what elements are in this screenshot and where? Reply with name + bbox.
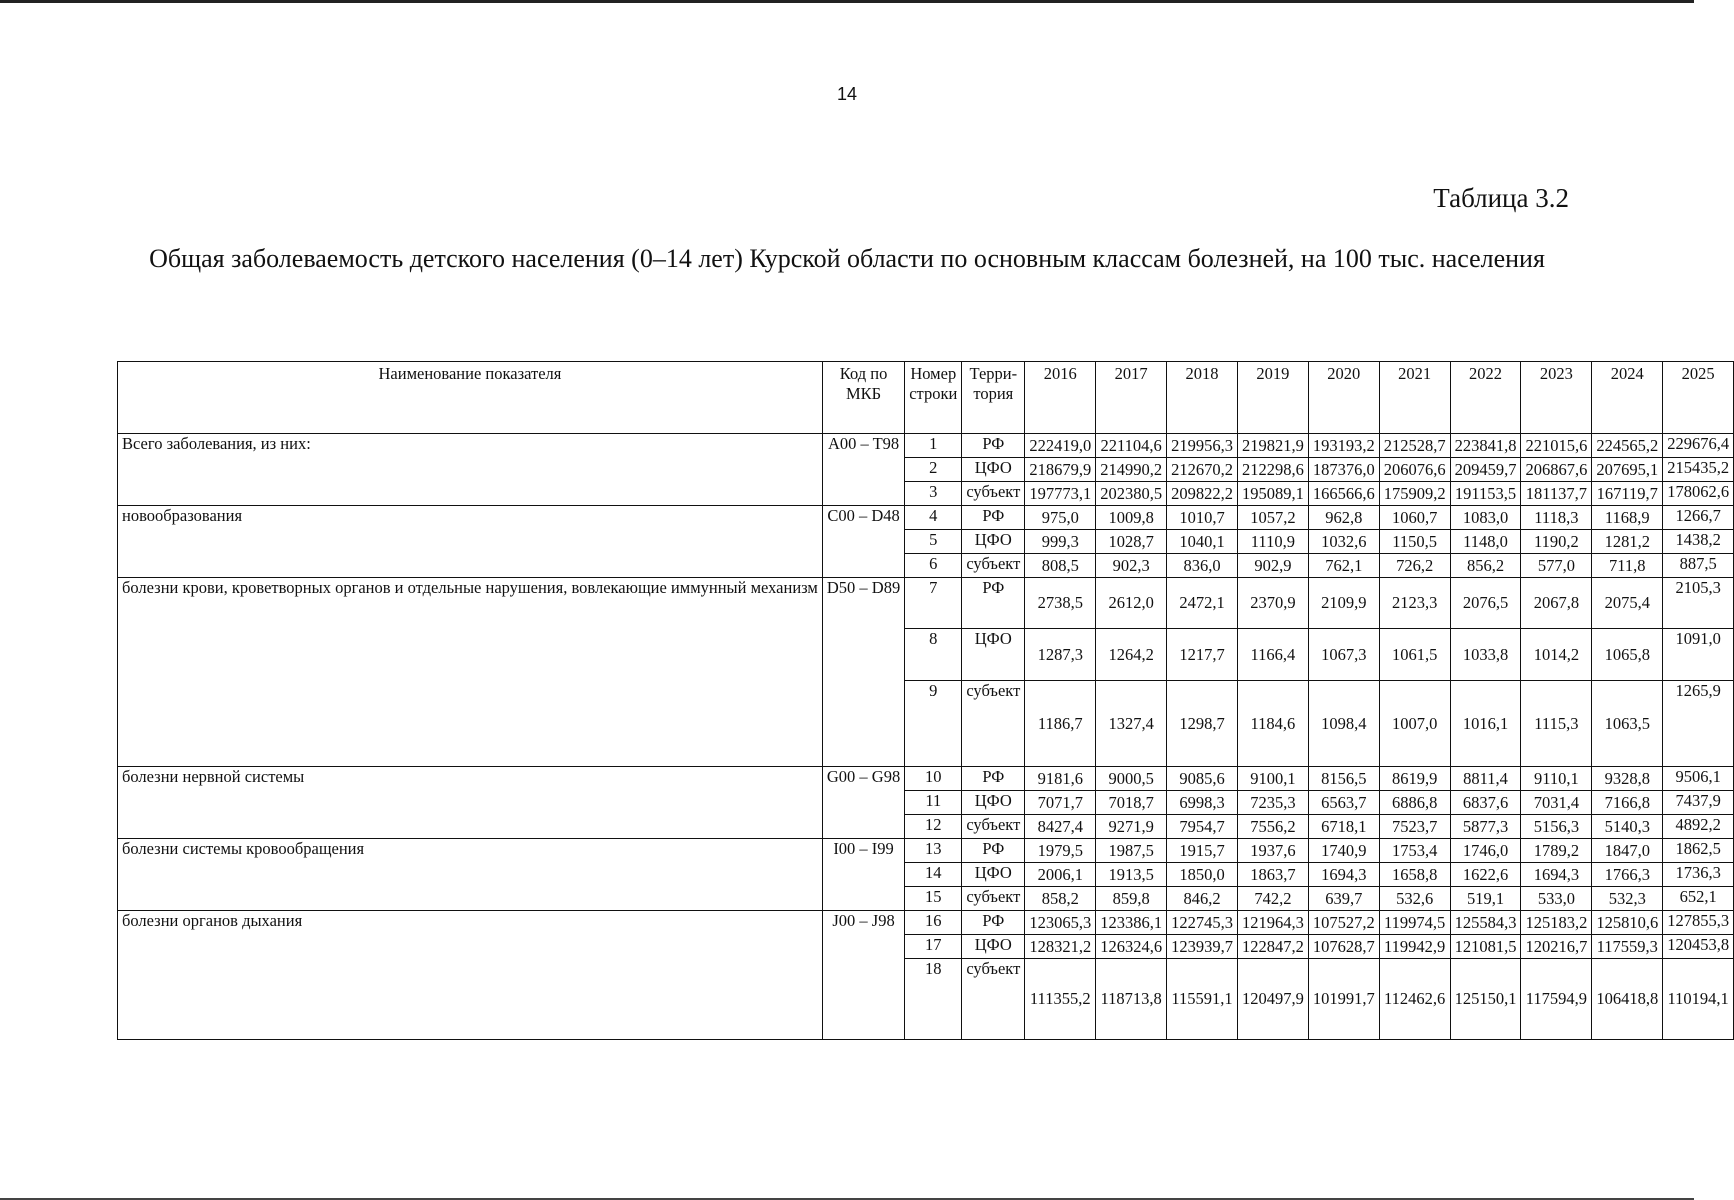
value-cell: 5877,3 (1450, 815, 1521, 839)
value-cell: 1028,7 (1096, 530, 1167, 554)
value-cell: 1091,0 (1663, 629, 1734, 681)
value-cell: 219956,3 (1167, 434, 1238, 458)
territory-cell: субъект (962, 887, 1025, 911)
row-number: 11 (905, 791, 962, 815)
territory-cell: ЦФО (962, 863, 1025, 887)
value-cell: 2612,0 (1096, 578, 1167, 629)
value-cell: 1753,4 (1379, 839, 1450, 863)
value-cell: 121081,5 (1450, 935, 1521, 959)
value-cell: 229676,4 (1663, 434, 1734, 458)
value-cell: 1057,2 (1237, 506, 1308, 530)
header-year: 2023 (1521, 362, 1592, 434)
value-cell: 212528,7 (1379, 434, 1450, 458)
value-cell: 123386,1 (1096, 911, 1167, 935)
value-cell: 178062,6 (1663, 482, 1734, 506)
value-cell: 6718,1 (1308, 815, 1379, 839)
value-cell: 902,3 (1096, 554, 1167, 578)
icd-code: A00 – T98 (822, 434, 904, 506)
value-cell: 1622,6 (1450, 863, 1521, 887)
territory-cell: РФ (962, 434, 1025, 458)
value-cell: 2075,4 (1592, 578, 1663, 629)
value-cell: 221104,6 (1096, 434, 1167, 458)
value-cell: 1913,5 (1096, 863, 1167, 887)
value-cell: 577,0 (1521, 554, 1592, 578)
territory-cell: субъект (962, 554, 1025, 578)
value-cell: 519,1 (1450, 887, 1521, 911)
value-cell: 122745,3 (1167, 911, 1238, 935)
territory-cell: ЦФО (962, 935, 1025, 959)
value-cell: 121964,3 (1237, 911, 1308, 935)
icd-code: C00 – D48 (822, 506, 904, 578)
value-cell: 1740,9 (1308, 839, 1379, 863)
row-number: 18 (905, 959, 962, 1040)
territory-cell: субъект (962, 482, 1025, 506)
icd-code: D50 – D89 (822, 578, 904, 767)
value-cell: 5156,3 (1521, 815, 1592, 839)
table-row (118, 434, 1734, 458)
value-cell: 2370,9 (1237, 578, 1308, 629)
table-row (118, 578, 1734, 629)
value-cell: 962,8 (1308, 506, 1379, 530)
value-cell: 1110,9 (1237, 530, 1308, 554)
value-cell: 1186,7 (1025, 681, 1096, 767)
value-cell: 1736,3 (1663, 863, 1734, 887)
row-number: 14 (905, 863, 962, 887)
indicator-name: Всего заболевания, из них: (118, 434, 823, 506)
header-year: 2025 (1663, 362, 1734, 434)
value-cell: 846,2 (1167, 887, 1238, 911)
row-number: 3 (905, 482, 962, 506)
value-cell: 1148,0 (1450, 530, 1521, 554)
value-cell: 126324,6 (1096, 935, 1167, 959)
header-year: 2017 (1096, 362, 1167, 434)
value-cell: 711,8 (1592, 554, 1663, 578)
value-cell: 218679,9 (1025, 458, 1096, 482)
value-cell: 1061,5 (1379, 629, 1450, 681)
value-cell: 7235,3 (1237, 791, 1308, 815)
value-cell: 119974,5 (1379, 911, 1450, 935)
page-number: 14 (836, 84, 858, 104)
value-cell: 8156,5 (1308, 767, 1379, 791)
indicator-name: болезни крови, кроветворных органов и отдельные нарушения, вовлекающие иммунный механизм (118, 578, 823, 767)
header-year: 2018 (1167, 362, 1238, 434)
value-cell: 8427,4 (1025, 815, 1096, 839)
row-number: 10 (905, 767, 962, 791)
value-cell: 1937,6 (1237, 839, 1308, 863)
value-cell: 9110,1 (1521, 767, 1592, 791)
value-cell: 202380,5 (1096, 482, 1167, 506)
value-cell: 7018,7 (1096, 791, 1167, 815)
value-cell: 975,0 (1025, 506, 1096, 530)
value-cell: 1190,2 (1521, 530, 1592, 554)
value-cell: 207695,1 (1592, 458, 1663, 482)
row-number: 8 (905, 629, 962, 681)
value-cell: 1184,6 (1237, 681, 1308, 767)
value-cell: 1863,7 (1237, 863, 1308, 887)
row-number: 9 (905, 681, 962, 767)
value-cell: 125810,6 (1592, 911, 1663, 935)
value-cell: 122847,2 (1237, 935, 1308, 959)
value-cell: 120453,8 (1663, 935, 1734, 959)
value-cell: 533,0 (1521, 887, 1592, 911)
top-border-line (0, 0, 1694, 3)
value-cell: 9328,8 (1592, 767, 1663, 791)
value-cell: 6998,3 (1167, 791, 1238, 815)
value-cell: 127855,3 (1663, 911, 1734, 935)
value-cell: 209822,2 (1167, 482, 1238, 506)
value-cell: 742,2 (1237, 887, 1308, 911)
icd-code: J00 – J98 (822, 911, 904, 1040)
value-cell: 1014,2 (1521, 629, 1592, 681)
value-cell: 221015,6 (1521, 434, 1592, 458)
territory-cell: субъект (962, 959, 1025, 1040)
value-cell: 115591,1 (1167, 959, 1238, 1040)
value-cell: 7071,7 (1025, 791, 1096, 815)
value-cell: 1438,2 (1663, 530, 1734, 554)
value-cell: 107527,2 (1308, 911, 1379, 935)
header-territory: Терри- тория (962, 362, 1025, 434)
value-cell: 2738,5 (1025, 578, 1096, 629)
value-cell: 7437,9 (1663, 791, 1734, 815)
value-cell: 123939,7 (1167, 935, 1238, 959)
indicator-name: болезни системы кровообращения (118, 839, 823, 911)
table-row (118, 767, 1734, 791)
indicator-name: болезни органов дыхания (118, 911, 823, 1040)
value-cell: 1033,8 (1450, 629, 1521, 681)
value-cell: 7166,8 (1592, 791, 1663, 815)
indicator-name: болезни нервной системы (118, 767, 823, 839)
value-cell: 112462,6 (1379, 959, 1450, 1040)
value-cell: 7954,7 (1167, 815, 1238, 839)
value-cell: 1264,2 (1096, 629, 1167, 681)
value-cell: 118713,8 (1096, 959, 1167, 1040)
value-cell: 1862,5 (1663, 839, 1734, 863)
value-cell: 7523,7 (1379, 815, 1450, 839)
value-cell: 2006,1 (1025, 863, 1096, 887)
value-cell: 223841,8 (1450, 434, 1521, 458)
header-year: 2016 (1025, 362, 1096, 434)
value-cell: 2472,1 (1167, 578, 1238, 629)
value-cell: 117594,9 (1521, 959, 1592, 1040)
value-cell: 1298,7 (1167, 681, 1238, 767)
value-cell: 1065,8 (1592, 629, 1663, 681)
value-cell: 4892,2 (1663, 815, 1734, 839)
row-number: 7 (905, 578, 962, 629)
value-cell: 212298,6 (1237, 458, 1308, 482)
header-year: 2024 (1592, 362, 1663, 434)
header-row (118, 362, 1734, 434)
value-cell: 1040,1 (1167, 530, 1238, 554)
value-cell: 101991,7 (1308, 959, 1379, 1040)
value-cell: 1016,1 (1450, 681, 1521, 767)
value-cell: 1168,9 (1592, 506, 1663, 530)
row-number: 2 (905, 458, 962, 482)
value-cell: 2123,3 (1379, 578, 1450, 629)
value-cell: 119942,9 (1379, 935, 1450, 959)
table-label: Таблица 3.2 (1433, 183, 1569, 213)
value-cell: 9085,6 (1167, 767, 1238, 791)
value-cell: 1010,7 (1167, 506, 1238, 530)
value-cell: 125183,2 (1521, 911, 1592, 935)
value-cell: 1217,7 (1167, 629, 1238, 681)
morbidity-table (117, 361, 1734, 1040)
value-cell: 9271,9 (1096, 815, 1167, 839)
territory-cell: ЦФО (962, 458, 1025, 482)
value-cell: 191153,5 (1450, 482, 1521, 506)
value-cell: 1987,5 (1096, 839, 1167, 863)
value-cell: 1694,3 (1308, 863, 1379, 887)
value-cell: 9000,5 (1096, 767, 1167, 791)
row-number: 15 (905, 887, 962, 911)
value-cell: 128321,2 (1025, 935, 1096, 959)
value-cell: 117559,3 (1592, 935, 1663, 959)
value-cell: 125150,1 (1450, 959, 1521, 1040)
value-cell: 1118,3 (1521, 506, 1592, 530)
value-cell: 106418,8 (1592, 959, 1663, 1040)
value-cell: 1060,7 (1379, 506, 1450, 530)
value-cell: 639,7 (1308, 887, 1379, 911)
value-cell: 187376,0 (1308, 458, 1379, 482)
value-cell: 1847,0 (1592, 839, 1663, 863)
value-cell: 120497,9 (1237, 959, 1308, 1040)
territory-cell: ЦФО (962, 629, 1025, 681)
value-cell: 215435,2 (1663, 458, 1734, 482)
table-body (118, 434, 1734, 1040)
value-cell: 1265,9 (1663, 681, 1734, 767)
value-cell: 836,0 (1167, 554, 1238, 578)
territory-cell: РФ (962, 578, 1025, 629)
value-cell: 214990,2 (1096, 458, 1167, 482)
value-cell: 7556,2 (1237, 815, 1308, 839)
value-cell: 1694,3 (1521, 863, 1592, 887)
value-cell: 110194,1 (1663, 959, 1734, 1040)
territory-cell: РФ (962, 506, 1025, 530)
value-cell: 1166,4 (1237, 629, 1308, 681)
row-number: 16 (905, 911, 962, 935)
value-cell: 1007,0 (1379, 681, 1450, 767)
value-cell: 1281,2 (1592, 530, 1663, 554)
value-cell: 219821,9 (1237, 434, 1308, 458)
value-cell: 1115,3 (1521, 681, 1592, 767)
value-cell: 1850,0 (1167, 863, 1238, 887)
value-cell: 858,2 (1025, 887, 1096, 911)
header-year: 2022 (1450, 362, 1521, 434)
value-cell: 532,3 (1592, 887, 1663, 911)
value-cell: 206867,6 (1521, 458, 1592, 482)
indicator-name: новообразования (118, 506, 823, 578)
row-number: 1 (905, 434, 962, 458)
row-number: 4 (905, 506, 962, 530)
row-number: 6 (905, 554, 962, 578)
header-row-number: Номер строки (905, 362, 962, 434)
value-cell: 1327,4 (1096, 681, 1167, 767)
value-cell: 6837,6 (1450, 791, 1521, 815)
value-cell: 1067,3 (1308, 629, 1379, 681)
value-cell: 1287,3 (1025, 629, 1096, 681)
table-title: Общая заболеваемость детского населения (0–14 лет) Курской области по основным классам болезней, на 100 тыс. населения (149, 244, 1545, 273)
value-cell: 1150,5 (1379, 530, 1450, 554)
value-cell: 1915,7 (1167, 839, 1238, 863)
value-cell: 2067,8 (1521, 578, 1592, 629)
value-cell: 1009,8 (1096, 506, 1167, 530)
value-cell: 9100,1 (1237, 767, 1308, 791)
value-cell: 8619,9 (1379, 767, 1450, 791)
territory-cell: РФ (962, 911, 1025, 935)
value-cell: 1266,7 (1663, 506, 1734, 530)
value-cell: 107628,7 (1308, 935, 1379, 959)
value-cell: 999,3 (1025, 530, 1096, 554)
value-cell: 1098,4 (1308, 681, 1379, 767)
table-row (118, 839, 1734, 863)
value-cell: 125584,3 (1450, 911, 1521, 935)
value-cell: 1658,8 (1379, 863, 1450, 887)
territory-cell: РФ (962, 839, 1025, 863)
value-cell: 193193,2 (1308, 434, 1379, 458)
value-cell: 197773,1 (1025, 482, 1096, 506)
header-year: 2019 (1237, 362, 1308, 434)
icd-code: I00 – I99 (822, 839, 904, 911)
value-cell: 6886,8 (1379, 791, 1450, 815)
header-year: 2021 (1379, 362, 1450, 434)
row-number: 12 (905, 815, 962, 839)
header-name: Наименование показателя (118, 362, 823, 434)
value-cell: 808,5 (1025, 554, 1096, 578)
value-cell: 8811,4 (1450, 767, 1521, 791)
table-row (118, 506, 1734, 530)
value-cell: 222419,0 (1025, 434, 1096, 458)
value-cell: 111355,2 (1025, 959, 1096, 1040)
value-cell: 209459,7 (1450, 458, 1521, 482)
value-cell: 726,2 (1379, 554, 1450, 578)
value-cell: 762,1 (1308, 554, 1379, 578)
territory-cell: субъект (962, 815, 1025, 839)
value-cell: 652,1 (1663, 887, 1734, 911)
value-cell: 5140,3 (1592, 815, 1663, 839)
row-number: 17 (905, 935, 962, 959)
value-cell: 859,8 (1096, 887, 1167, 911)
value-cell: 212670,2 (1167, 458, 1238, 482)
value-cell: 195089,1 (1237, 482, 1308, 506)
icd-code: G00 – G98 (822, 767, 904, 839)
value-cell: 1083,0 (1450, 506, 1521, 530)
value-cell: 181137,7 (1521, 482, 1592, 506)
value-cell: 9506,1 (1663, 767, 1734, 791)
header-code: Код по МКБ (822, 362, 904, 434)
value-cell: 7031,4 (1521, 791, 1592, 815)
header-year: 2020 (1308, 362, 1379, 434)
value-cell: 167119,7 (1592, 482, 1663, 506)
value-cell: 2076,5 (1450, 578, 1521, 629)
value-cell: 6563,7 (1308, 791, 1379, 815)
value-cell: 206076,6 (1379, 458, 1450, 482)
value-cell: 123065,3 (1025, 911, 1096, 935)
value-cell: 2105,3 (1663, 578, 1734, 629)
value-cell: 175909,2 (1379, 482, 1450, 506)
value-cell: 1979,5 (1025, 839, 1096, 863)
territory-cell: РФ (962, 767, 1025, 791)
territory-cell: ЦФО (962, 791, 1025, 815)
value-cell: 856,2 (1450, 554, 1521, 578)
value-cell: 1766,3 (1592, 863, 1663, 887)
value-cell: 9181,6 (1025, 767, 1096, 791)
row-number: 13 (905, 839, 962, 863)
table-row (118, 911, 1734, 935)
value-cell: 532,6 (1379, 887, 1450, 911)
value-cell: 887,5 (1663, 554, 1734, 578)
value-cell: 2109,9 (1308, 578, 1379, 629)
value-cell: 902,9 (1237, 554, 1308, 578)
value-cell: 1063,5 (1592, 681, 1663, 767)
value-cell: 166566,6 (1308, 482, 1379, 506)
value-cell: 224565,2 (1592, 434, 1663, 458)
value-cell: 120216,7 (1521, 935, 1592, 959)
row-number: 5 (905, 530, 962, 554)
value-cell: 1746,0 (1450, 839, 1521, 863)
value-cell: 1032,6 (1308, 530, 1379, 554)
territory-cell: субъект (962, 681, 1025, 767)
territory-cell: ЦФО (962, 530, 1025, 554)
value-cell: 1789,2 (1521, 839, 1592, 863)
